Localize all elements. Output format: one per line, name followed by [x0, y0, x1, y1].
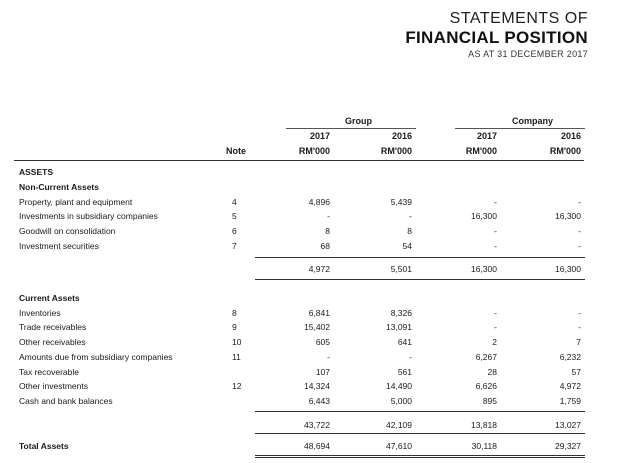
cell-company-2017: - — [494, 322, 497, 332]
table-row — [0, 380, 640, 393]
cell-company-2016: 7 — [576, 337, 581, 347]
assets-heading: ASSETS — [19, 167, 54, 177]
cell-company-2017: 2 — [492, 337, 497, 347]
company-header: Company — [512, 116, 554, 126]
year-header: 2017 — [476, 131, 497, 141]
total-group-2017: 48,694 — [304, 441, 330, 451]
cell-group-2016: 8 — [407, 226, 412, 236]
subtotal-company-2017: 16,300 — [471, 264, 497, 274]
title-line-2: FINANCIAL POSITION — [405, 28, 588, 47]
subtotal-company-2017: 13,818 — [471, 420, 497, 430]
row-label: Other receivables — [19, 337, 86, 347]
table-row — [0, 336, 640, 349]
note-header: Note — [226, 146, 246, 156]
subtotal-row — [0, 263, 640, 276]
company-header-rule — [455, 128, 585, 129]
row-label: Property, plant and equipment — [19, 197, 133, 207]
total-company-2017: 30,118 — [471, 441, 497, 451]
year-header: 2016 — [391, 131, 412, 141]
cell-group-2016: 8,326 — [390, 308, 412, 318]
year-header: 2017 — [309, 131, 330, 141]
total-double-rule — [255, 455, 585, 458]
row-note: 11 — [232, 352, 241, 362]
header-rule — [14, 160, 584, 161]
cell-group-2017: 14,324 — [304, 381, 330, 391]
cell-company-2016: 4,972 — [559, 381, 581, 391]
cell-company-2017: - — [494, 308, 497, 318]
cell-group-2016: 14,490 — [386, 381, 412, 391]
row-note: 7 — [232, 241, 237, 251]
cell-group-2017: 107 — [315, 367, 330, 377]
unit-header: RM'000 — [465, 146, 497, 156]
subtotal-group-2017: 43,722 — [304, 420, 330, 430]
row-label: Investment securities — [19, 241, 99, 251]
table-row — [0, 240, 640, 253]
unit-header: RM'000 — [549, 146, 581, 156]
subtotal-rule — [255, 411, 585, 412]
subtotal-bottom-rule — [255, 433, 585, 434]
subtotal-group-2016: 5,501 — [390, 264, 412, 274]
group-header-rule — [286, 128, 416, 129]
row-label: Trade receivables — [19, 322, 87, 332]
unit-header: RM'000 — [298, 146, 330, 156]
row-note: 4 — [232, 197, 237, 207]
row-note: 8 — [232, 308, 237, 318]
row-note: 6 — [232, 226, 237, 236]
cell-group-2016: 13,091 — [386, 322, 412, 332]
subtotal-company-2016: 13,027 — [555, 420, 581, 430]
cell-company-2017: 895 — [482, 396, 497, 406]
total-row — [0, 440, 640, 453]
subtotal-group-2017: 4,972 — [308, 264, 330, 274]
row-label: Goodwill on consolidation — [19, 226, 116, 236]
row-note: 5 — [232, 211, 237, 221]
cell-company-2017: 6,626 — [475, 381, 497, 391]
row-label: Amounts due from subsidiary companies — [19, 352, 173, 362]
table-row — [0, 395, 640, 408]
row-note: 10 — [232, 337, 242, 347]
table-row — [0, 196, 640, 209]
row-note: 12 — [232, 381, 242, 391]
cell-company-2017: - — [494, 197, 497, 207]
cell-company-2016: 16,300 — [555, 211, 581, 221]
total-company-2016: 29,327 — [555, 441, 581, 451]
cell-company-2016: - — [578, 322, 581, 332]
cell-group-2016: - — [409, 352, 412, 362]
row-label: Investments in subsidiary companies — [19, 211, 158, 221]
row-label: Cash and bank balances — [19, 396, 113, 406]
total-assets-label: Total Assets — [19, 441, 69, 451]
cell-company-2017: - — [494, 241, 497, 251]
cell-group-2017: - — [327, 352, 330, 362]
subtotal-rule — [255, 257, 585, 258]
section-heading — [0, 166, 640, 179]
section-heading — [0, 181, 640, 194]
cell-company-2017: 16,300 — [471, 211, 497, 221]
cell-company-2017: 6,267 — [475, 352, 497, 362]
cell-group-2016: - — [409, 211, 412, 221]
cell-group-2016: 5,000 — [390, 396, 412, 406]
non-current-heading: Non-Current Assets — [19, 182, 99, 192]
table-row — [0, 321, 640, 334]
row-label: Inventories — [19, 308, 61, 318]
cell-group-2017: 15,402 — [304, 322, 330, 332]
total-group-2016: 47,610 — [386, 441, 412, 451]
subtotal-row — [0, 419, 640, 432]
table-row — [0, 351, 640, 364]
subtotal-group-2016: 42,109 — [386, 420, 412, 430]
cell-company-2017: - — [494, 226, 497, 236]
cell-company-2016: - — [578, 197, 581, 207]
cell-group-2017: 6,841 — [308, 308, 330, 318]
cell-company-2016: 1,759 — [559, 396, 581, 406]
table-row — [0, 366, 640, 379]
row-note: 9 — [232, 322, 237, 332]
cell-group-2017: 605 — [315, 337, 330, 347]
table-row — [0, 307, 640, 320]
cell-group-2017: 8 — [325, 226, 330, 236]
cell-group-2017: 68 — [320, 241, 330, 251]
title-date: AS AT 31 DECEMBER 2017 — [468, 49, 588, 59]
subtotal-company-2016: 16,300 — [555, 264, 581, 274]
cell-company-2016: - — [578, 226, 581, 236]
cell-group-2016: 641 — [397, 337, 412, 347]
cell-group-2017: - — [327, 211, 330, 221]
row-label: Other investments — [19, 381, 88, 391]
title-line-1: STATEMENTS OF — [449, 10, 588, 27]
cell-group-2016: 54 — [402, 241, 412, 251]
cell-company-2016: 6,232 — [559, 352, 581, 362]
subtotal-bottom-rule — [255, 279, 585, 280]
cell-group-2017: 6,443 — [308, 396, 330, 406]
cell-company-2016: - — [578, 241, 581, 251]
table-row — [0, 225, 640, 238]
current-assets-heading: Current Assets — [19, 293, 80, 303]
cell-group-2016: 561 — [397, 367, 412, 377]
cell-company-2017: 28 — [487, 367, 497, 377]
table-row — [0, 210, 640, 223]
section-heading — [0, 292, 640, 305]
group-header: Group — [345, 116, 372, 126]
cell-group-2017: 4,896 — [308, 197, 330, 207]
cell-company-2016: 57 — [571, 367, 581, 377]
year-header: 2016 — [560, 131, 581, 141]
row-label: Tax recoverable — [19, 367, 80, 377]
cell-company-2016: - — [578, 308, 581, 318]
unit-header: RM'000 — [380, 146, 412, 156]
cell-group-2016: 5,439 — [390, 197, 412, 207]
statement-title — [405, 10, 588, 60]
